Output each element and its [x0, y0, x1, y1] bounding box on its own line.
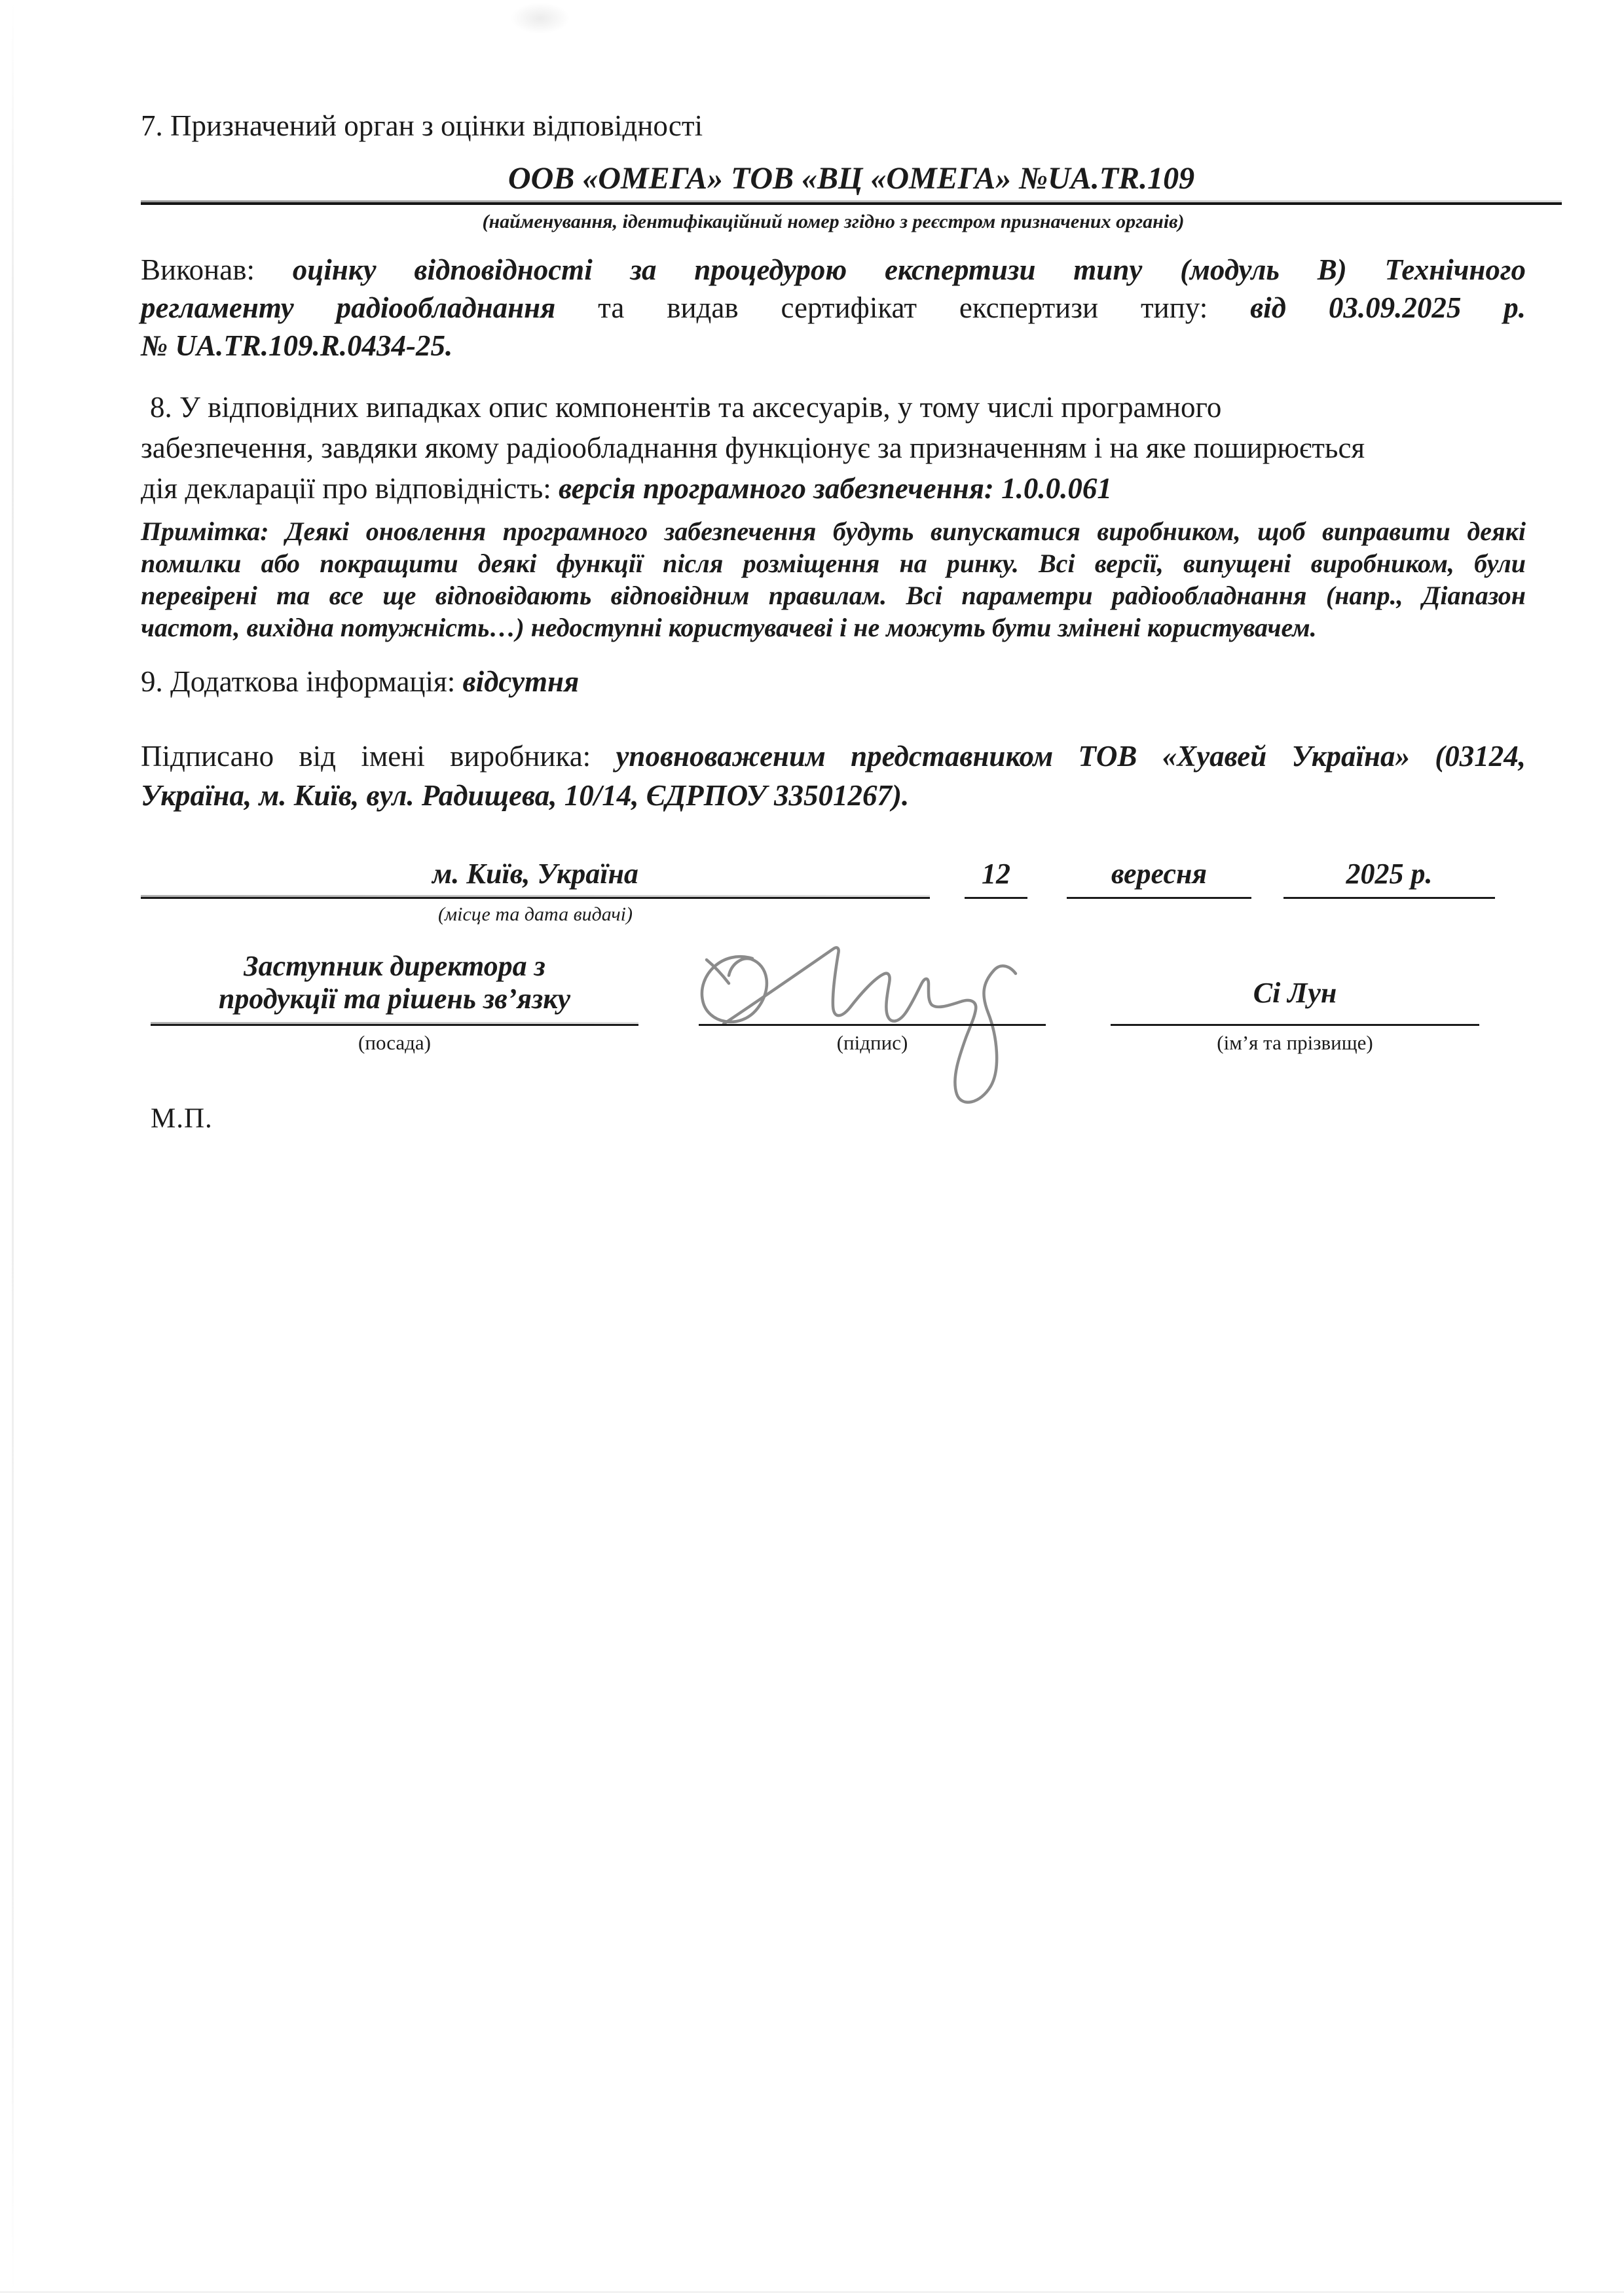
scan-edge-bottom	[0, 2291, 1624, 2293]
section7-heading: 7. Призначений орган з оцінки відповідності	[141, 109, 703, 142]
scan-smudge	[511, 3, 570, 34]
issue-month-cell	[1067, 857, 1251, 899]
issue-place-cell	[141, 857, 930, 899]
executed-line-3: № UA.TR.109.R.0434-25.	[141, 329, 453, 362]
signature-scribble	[686, 944, 1059, 1111]
signature-underline	[699, 1021, 1046, 1026]
section8-paragraph	[141, 387, 1526, 509]
name-caption: (ім’я та прізвище)	[1217, 1031, 1373, 1054]
position-line-1: Заступник директора з	[244, 950, 545, 982]
position-underline	[151, 1021, 638, 1026]
position-caption: (посада)	[358, 1031, 431, 1054]
note-line-1: Примітка: Деякі оновлення програмного забезпечення будуть випускатися виробником, щоб виправити деякі	[141, 517, 1526, 546]
note-line-2: помилки або покращити деякі функції після розміщення на ринку. Всі версії, випущені виробником, були	[141, 549, 1526, 578]
issue-day-cell	[965, 857, 1027, 899]
executed-paragraph	[141, 251, 1526, 365]
issue-place: м. Київ, Україна	[432, 858, 638, 890]
signature-column	[699, 1021, 1046, 1055]
notified-body-caption: (найменування, ідентифікаційний номер згідно з реєстром призначених органів)	[482, 211, 1185, 232]
signature-row	[141, 950, 1526, 1055]
name-underline	[1111, 1021, 1479, 1026]
issue-place-underline	[141, 894, 930, 899]
section8-line-3: дія декларації про відповідність: версія програмного забезпечення: 1.0.0.061	[141, 472, 1112, 505]
issue-year-underline	[1283, 894, 1495, 899]
issue-year-cell	[1283, 857, 1495, 899]
note-paragraph	[141, 515, 1526, 644]
stamp-placeholder: М.П.	[151, 1103, 213, 1134]
issue-month-underline	[1067, 894, 1251, 899]
note-line-3: перевірені та все ще відповідають відповідним правилам. Всі параметри радіообладнання (напр., Діапазон	[141, 581, 1526, 610]
issue-year: 2025 р.	[1346, 858, 1433, 890]
scan-edge-left	[12, 0, 14, 2296]
name-column	[1111, 976, 1479, 1055]
executed-line-1: Виконав: оцінку відповідності за процедурою експертизи типу (модуль В) Технічного	[141, 253, 1526, 286]
notified-body-name: ООВ «ОМЕГА» ТОВ «ВЦ «ОМЕГА» №UA.TR.109	[507, 161, 1195, 196]
signed-line-2: Україна, м. Київ, вул. Радищева, 10/14, ЄДРПОУ 33501267).	[141, 779, 910, 812]
section8-line-2: забезпечення, завдяки якому радіообладнання функціонує за призначенням і на яке поширюється	[141, 431, 1365, 464]
signed-paragraph	[141, 737, 1526, 815]
position-line-2: продукції та рішень зв’язку	[218, 983, 571, 1015]
issue-day: 12	[982, 858, 1010, 890]
issue-place-caption: (місце та дата видачі)	[437, 903, 633, 925]
section9-paragraph: 9. Додаткова інформація: відсутня	[141, 665, 580, 698]
issue-place-date-row	[141, 857, 1526, 899]
issue-month: вересня	[1111, 858, 1208, 890]
notified-body-block	[141, 160, 1562, 205]
executed-line-2: регламенту радіообладнання та видав сертифікат експертизи типу: від 03.09.2025 р.	[141, 291, 1526, 324]
signature-caption: (підпис)	[836, 1031, 908, 1054]
position-column	[151, 950, 638, 1055]
issue-day-underline	[965, 894, 1027, 899]
notified-body-underline	[141, 200, 1562, 205]
note-line-4: частот, вихідна потужність…) недоступні користувачеві і не можуть бути змінені користувачем.	[141, 613, 1317, 642]
signer-name: Сі Лун	[1253, 977, 1337, 1009]
section8-line-1: 8. У відповідних випадках опис компонентів та аксесуарів, у тому числі програмного	[150, 391, 1222, 424]
signed-line-1: Підписано від імені виробника: уповноваженим представником ТОВ «Хуавей Україна» (03124,	[141, 740, 1526, 773]
